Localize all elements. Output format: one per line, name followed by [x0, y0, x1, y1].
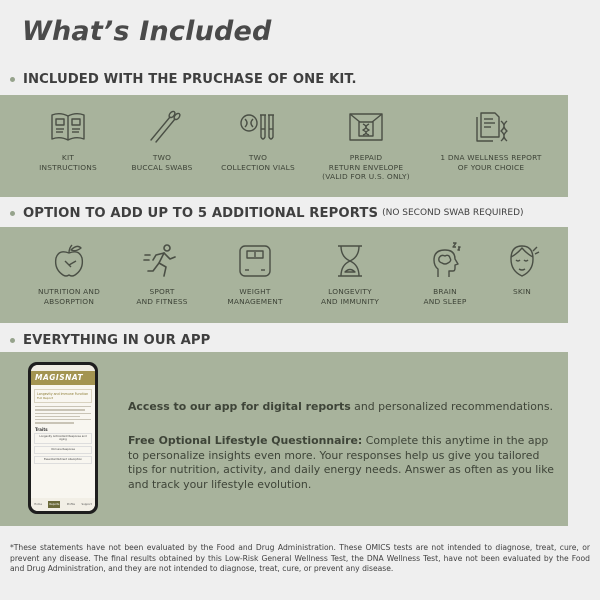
face-skin-icon	[502, 241, 542, 281]
app-heading	[10, 330, 210, 350]
included-item-label: 1 DNA WELLNESS REPORT OF YOUR CHOICE	[440, 153, 542, 172]
app-access-text	[128, 400, 558, 415]
report-item-brain	[400, 241, 490, 306]
additional-items-row	[24, 241, 568, 306]
collection-vials-icon	[238, 107, 278, 147]
report-item-longevity	[300, 241, 400, 306]
apple-icon	[49, 241, 89, 281]
app-heading-text: EVERYTHING IN OUR APP	[23, 332, 211, 348]
included-item-envelope	[306, 107, 426, 182]
included-items-row	[22, 107, 568, 182]
scale-icon	[235, 241, 275, 281]
report-item-label: WEIGHT MANAGEMENT	[227, 287, 283, 306]
bullet-dot	[10, 211, 15, 216]
report-item-label: SPORT AND FITNESS	[136, 287, 188, 306]
hourglass-icon	[330, 241, 370, 281]
report-item-label: SKIN	[512, 287, 532, 296]
bullet-dot	[10, 77, 15, 82]
report-item-skin	[490, 241, 554, 306]
app-nav-reports[interactable]: Reports	[49, 503, 60, 506]
fda-disclaimer: *These statements have not been evaluated by the Food and Drug Administration. These OMICS tests are not intended to diagnose, treat, cure, or prevent any disease. The final results obtained by this Low-Risk General Wellness Test, the DNA Wellness Test, have not been evaluated by the Food and Drug Administration, and they are not intended to diagnose, treat, cure, or prevent any disease.	[10, 543, 590, 574]
included-item-label: TWO BUCCAL SWABS	[131, 153, 193, 172]
report-item-label: LONGEVITY AND IMMUNITY	[320, 287, 380, 306]
included-item-kit	[22, 107, 114, 182]
app-card-title: Longevity and Immune Function	[37, 392, 89, 396]
app-traits-heading: Traits	[35, 426, 48, 432]
included-item-report	[426, 107, 556, 182]
included-item-label: TWO COLLECTION VIALS	[221, 153, 295, 172]
dna-report-icon	[471, 107, 511, 147]
app-brand: MAGISNAT	[31, 371, 95, 385]
included-item-label: PREPAID RETURN ENVELOPE (VALID FOR U.S. ONLY)	[322, 153, 410, 182]
kit-instructions-icon	[48, 107, 88, 147]
phone-mockup	[28, 362, 98, 514]
additional-heading-note: (NO SECOND SWAB REQUIRED)	[382, 208, 524, 218]
app-bottom-nav	[31, 498, 95, 511]
report-item-label: NUTRITION AND ABSORPTION	[37, 287, 101, 306]
additional-heading-text: OPTION TO ADD UP TO 5 ADDITIONAL REPORTS	[23, 205, 379, 221]
app-trait-item[interactable]: Immune Response	[34, 446, 92, 454]
app-body-lines	[35, 406, 91, 424]
app-trait-item[interactable]: Longevity Antioxidant Response and Aging	[34, 433, 92, 444]
app-access-bold: Access to our app for digital reports	[128, 400, 351, 413]
app-trait-item[interactable]: Essential Nutrient Absorption	[34, 456, 92, 464]
app-questionnaire-rest: Complete this anytime in the app to personalize insights even more. Your responses help us give you tailored tips for nutrition, activity, and daily energy needs. Answer as often as you like and track your lifestyle evolution.	[128, 434, 554, 491]
phone-screen	[31, 365, 95, 511]
app-traits-list	[34, 433, 92, 464]
included-item-swabs	[114, 107, 210, 182]
page-title: What’s Included	[22, 16, 272, 47]
app-card-sub: Full Report	[37, 396, 54, 400]
included-heading-text: INCLUDED WITH THE PRUCHASE OF ONE KIT.	[23, 71, 357, 87]
included-panel	[0, 95, 568, 197]
included-heading	[10, 69, 357, 89]
report-item-sport	[114, 241, 210, 306]
report-item-label: BRAIN AND SLEEP	[423, 287, 467, 306]
app-questionnaire-bold: Free Optional Lifestyle Questionnaire:	[128, 434, 363, 447]
buccal-swabs-icon	[142, 107, 182, 147]
app-nav-profile[interactable]: Profile	[66, 503, 75, 506]
additional-heading	[10, 203, 524, 223]
bullet-dot	[10, 338, 15, 343]
app-nav-home[interactable]: Home	[34, 503, 42, 506]
return-envelope-icon	[346, 107, 386, 147]
brain-sleep-icon	[425, 241, 465, 281]
report-item-nutrition	[24, 241, 114, 306]
runner-icon	[142, 241, 182, 281]
app-questionnaire-text	[128, 434, 558, 492]
app-access-rest: and personalized recommendations.	[350, 400, 553, 413]
included-item-vials	[210, 107, 306, 182]
app-report-card	[34, 389, 92, 403]
app-nav-support[interactable]: Support	[81, 503, 92, 506]
additional-panel	[0, 227, 568, 323]
included-item-label: KIT INSTRUCTIONS	[39, 153, 97, 172]
report-item-weight	[210, 241, 300, 306]
